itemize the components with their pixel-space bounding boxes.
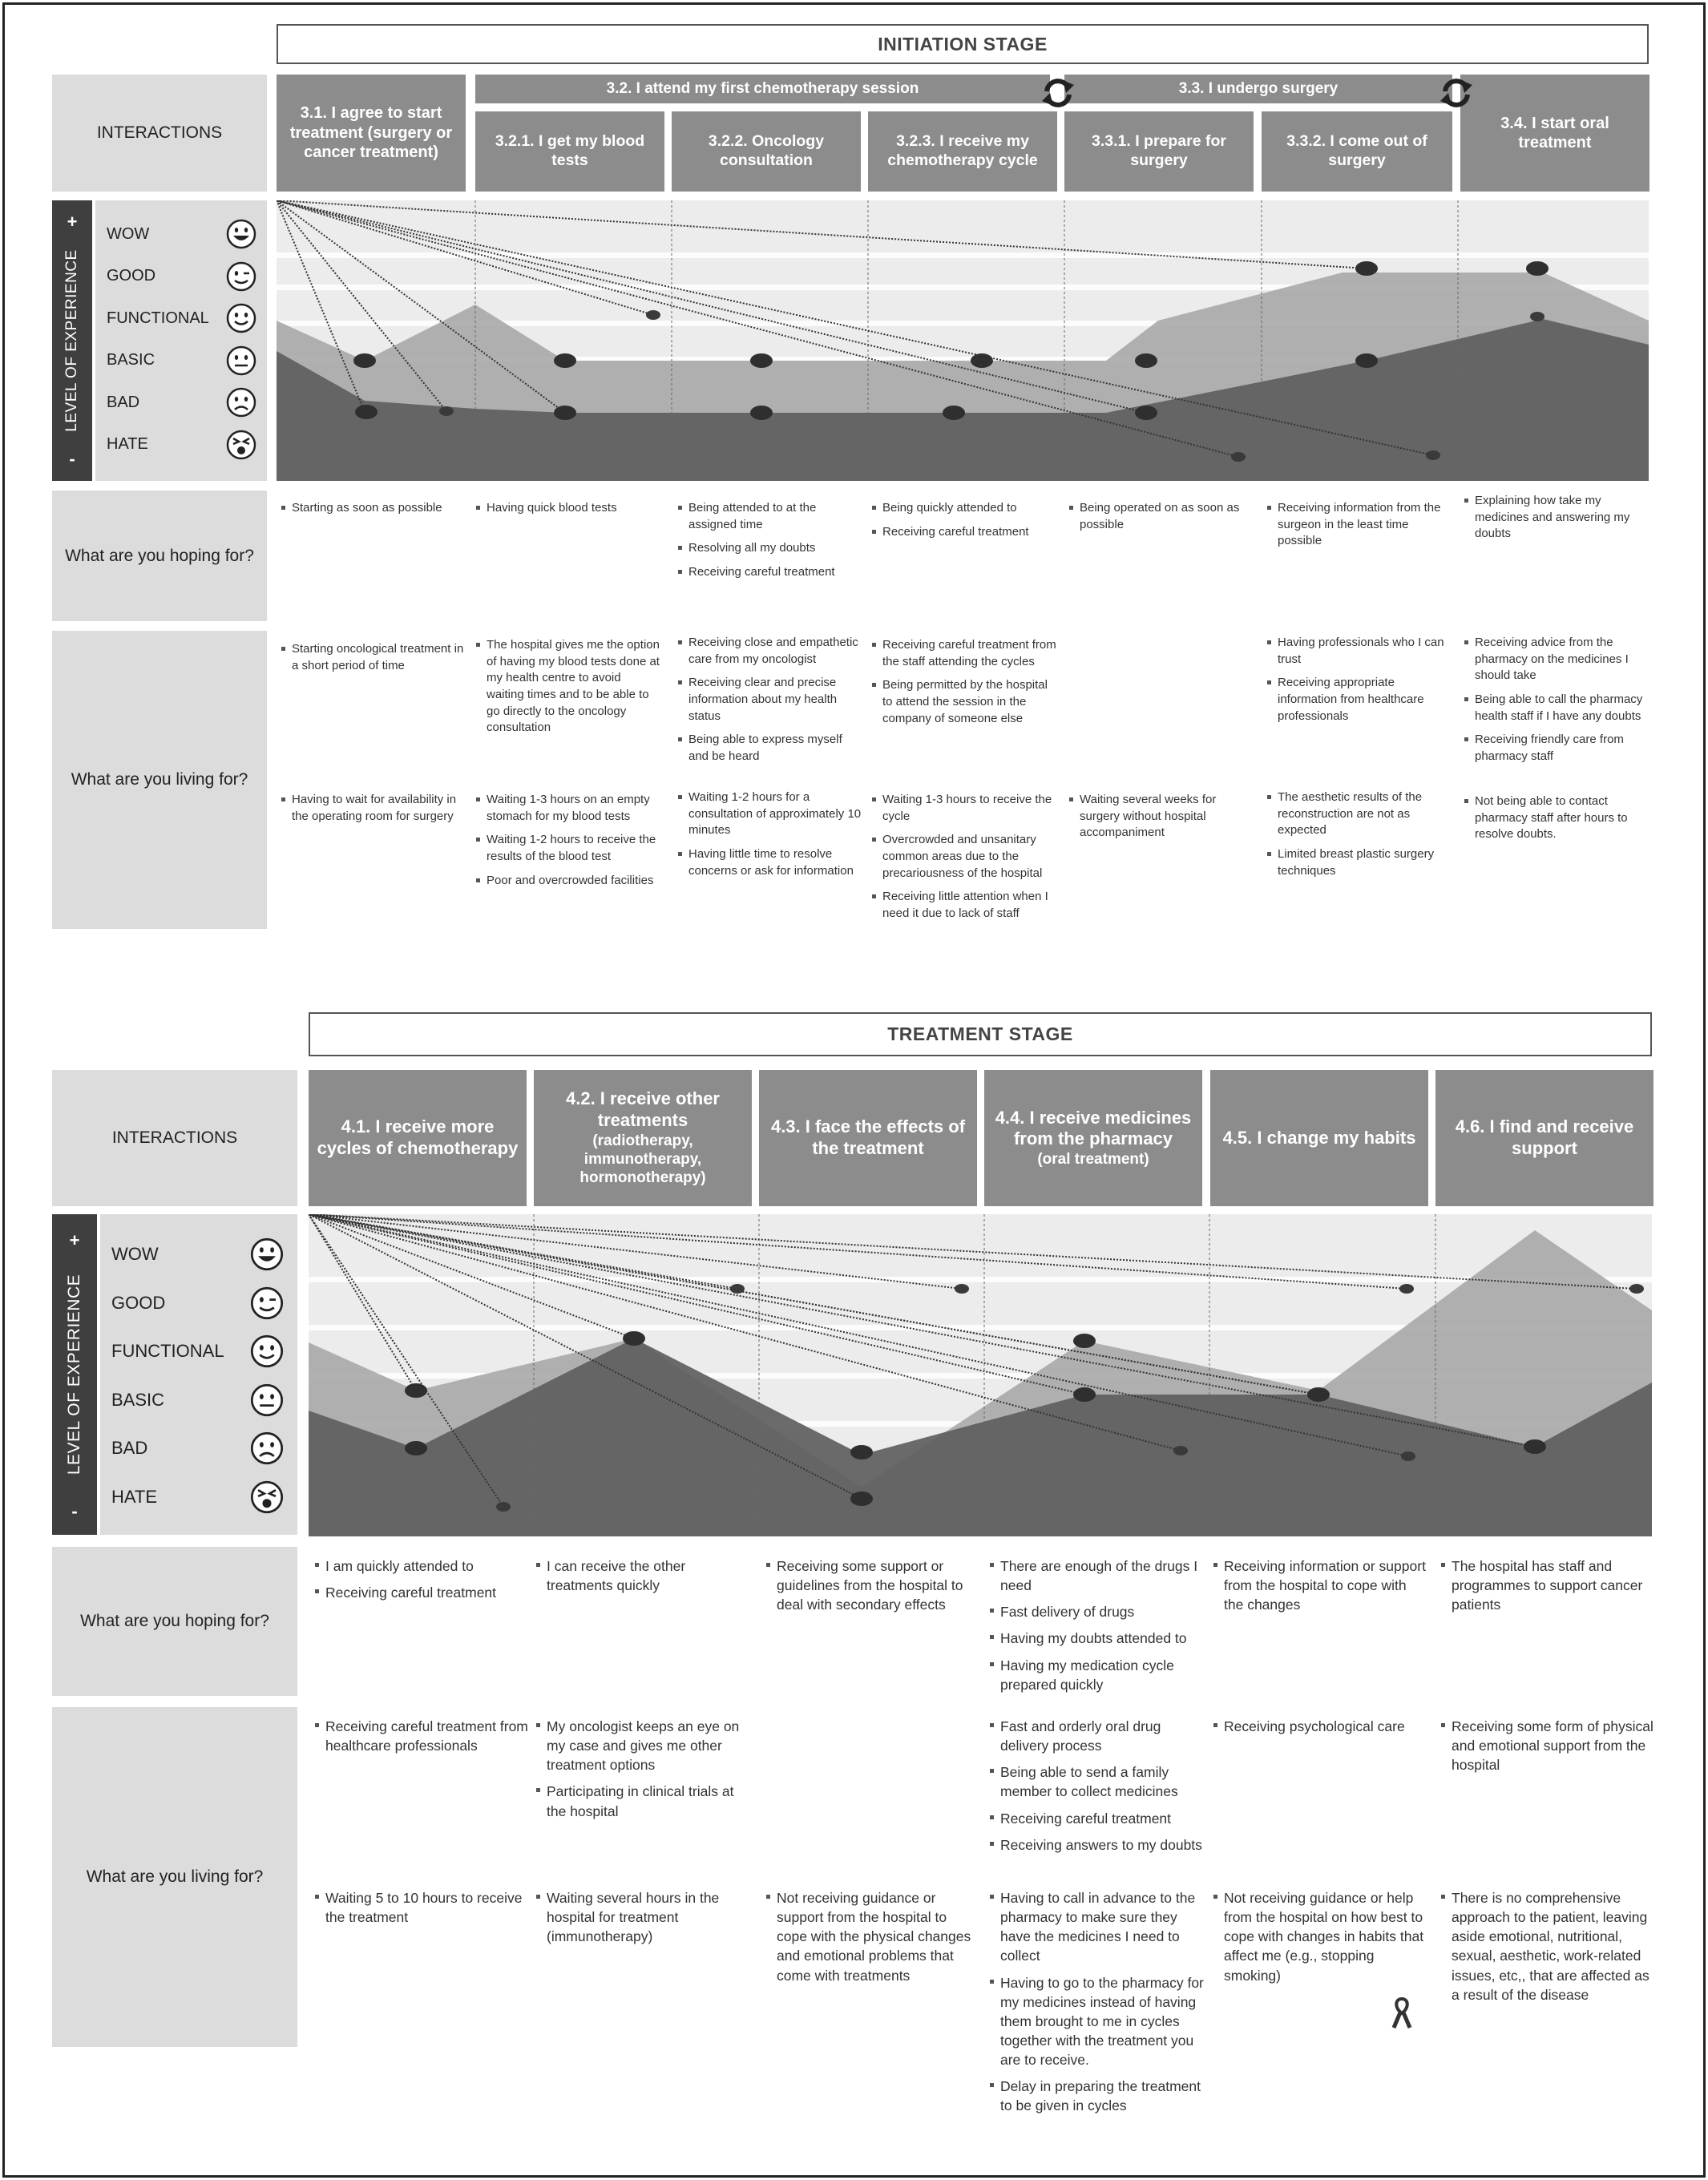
- hoping-item: Having quick blood tests: [475, 500, 661, 517]
- hoping-item: Having my medication cycle prepared quickly: [989, 1656, 1204, 1694]
- interaction-box: [534, 1070, 752, 1206]
- interaction-title: 4.4. I receive medicines from the pharmacy: [995, 1107, 1192, 1149]
- chart-point: [1355, 261, 1378, 276]
- interaction-box: [1210, 1070, 1428, 1206]
- level-row-functional: [100, 1327, 297, 1376]
- cancer-ribbon-icon: [1391, 1996, 1412, 2029]
- chart-point: [1073, 1387, 1096, 1402]
- chart-point-small: [1401, 1451, 1415, 1461]
- hoping-item: The hospital has staff and programmes to support cancer patients: [1440, 1556, 1655, 1614]
- dissatisfier-item: The aesthetic results of the reconstruction are not as expected: [1266, 789, 1451, 839]
- chart-point: [353, 353, 376, 368]
- hoping-column: [535, 1556, 750, 1602]
- hoping-item: Receiving careful treatment: [314, 1583, 529, 1602]
- satisfier-item: Having professionals who I can trust: [1266, 635, 1451, 668]
- satisfier-item: Being able to send a family member to collect medicines: [989, 1762, 1204, 1801]
- neutral-face-icon: [249, 1383, 285, 1418]
- interactions-row-label: INTERACTIONS: [52, 75, 267, 192]
- satisfier-item: Fast and orderly oral drug delivery process: [989, 1717, 1204, 1755]
- minus-sign: -: [69, 449, 75, 469]
- living-row-label: What are you living for?: [52, 631, 267, 929]
- hoping-row-label: What are you hoping for?: [52, 1547, 297, 1696]
- interaction-title: 4.2. I receive other treatments: [566, 1088, 720, 1131]
- satisfier-item: Receiving careful treatment from healthcare professionals: [314, 1717, 529, 1755]
- interaction-box: 3.4. I start oral treatment: [1460, 75, 1649, 192]
- level-row-good: [95, 256, 267, 298]
- chart-point: [1073, 1334, 1096, 1348]
- chart-point-small: [1426, 450, 1440, 460]
- interaction-box: [309, 1070, 527, 1206]
- interaction-title: 4.3. I face the effects of the treatment: [770, 1116, 966, 1158]
- hoping-column: [765, 1556, 980, 1621]
- satisfier-block: [989, 1709, 1204, 1862]
- chart-point: [971, 353, 993, 368]
- chart-point: [943, 406, 965, 420]
- chart-point: [850, 1445, 873, 1459]
- hoping-item: Resolving all my doubts: [677, 540, 863, 557]
- chart-point-small: [1173, 1446, 1188, 1455]
- level-name: HATE: [111, 1486, 158, 1507]
- dissatisfier-item: Waiting 1-2 hours to receive the results of the blood test: [475, 832, 661, 865]
- winking-face-icon: [249, 1286, 285, 1321]
- level-row-functional: [95, 297, 267, 340]
- dissatisfier-item: Waiting 5 to 10 hours to receive the treatment: [314, 1888, 529, 1927]
- satisfier-block: [535, 1709, 750, 1828]
- chemo-session-header-bar: 3.2. I attend my first chemotherapy session: [475, 75, 1050, 103]
- level-row-wow: [95, 213, 267, 256]
- chart-point-small: [1231, 452, 1246, 462]
- satisfier-block: [1266, 627, 1451, 732]
- satisfier-item: The hospital gives me the option of having my blood tests done at my health centre to avoid waiting times and to be able to go directly to the oncology consultation: [475, 637, 661, 737]
- interaction-box: 3.3.2. I come out of surgery: [1262, 111, 1452, 192]
- hoping-item: There are enough of the drugs I need: [989, 1556, 1204, 1595]
- hoping-item: Being quickly attended to: [871, 500, 1057, 517]
- satisfier-item: Receiving careful treatment from the staff attending the cycles: [871, 637, 1057, 670]
- level-of-experience-label: LEVEL OF EXPERIENCE: [63, 249, 80, 432]
- chart-point: [405, 1441, 427, 1455]
- chart-point-small: [1530, 312, 1544, 321]
- experience-chart-initiation: [277, 200, 1649, 481]
- hoping-column: [1213, 1556, 1427, 1621]
- dissatisfier-item: Poor and overcrowded facilities: [475, 873, 661, 890]
- level-row-wow: [100, 1230, 297, 1279]
- experience-chart-treatment: [309, 1214, 1652, 1536]
- hoping-column: [314, 1556, 529, 1609]
- interaction-subtitle: (oral treatment): [1037, 1151, 1149, 1169]
- satisfier-item: Receiving answers to my doubts: [989, 1835, 1204, 1855]
- dissatisfier-block: [677, 781, 863, 886]
- plus-sign: +: [67, 212, 78, 232]
- chart-point: [1307, 1387, 1330, 1402]
- hoping-item: Explaining how take my medicines and answering my doubts: [1464, 493, 1646, 543]
- dissatisfier-block: [1213, 1880, 1427, 1992]
- chart-point: [554, 406, 576, 420]
- level-name: HATE: [107, 435, 148, 454]
- satisfier-item: Starting oncological treatment in a short period of time: [281, 641, 465, 674]
- interactions-row-label: INTERACTIONS: [52, 1070, 297, 1206]
- hoping-column: [475, 500, 661, 524]
- satisfier-item: Being able to call the pharmacy health staff if I have any doubts: [1464, 692, 1646, 725]
- chart-point: [1524, 1439, 1546, 1454]
- hoping-column: [1266, 500, 1451, 557]
- level-name: WOW: [111, 1244, 159, 1265]
- hoping-item: Being operated on as soon as possible: [1068, 500, 1253, 533]
- satisfier-block: [1068, 629, 1253, 637]
- interaction-box: 3.2.2. Oncology consultation: [672, 111, 861, 192]
- dissatisfier-block: [765, 1880, 980, 1992]
- dissatisfier-item: Having little time to resolve concerns or ask for information: [677, 846, 863, 879]
- satisfier-item: Receiving close and empathetic care from my oncologist: [677, 635, 863, 668]
- hoping-item: Being attended to at the assigned time: [677, 500, 863, 533]
- hoping-item: Receiving information from the surgeon in the least time possible: [1266, 500, 1451, 550]
- satisfier-block: [475, 629, 661, 744]
- treatment-stage-title: TREATMENT STAGE: [309, 1012, 1652, 1056]
- level-row-hate: [95, 424, 267, 466]
- interaction-title: 4.1. I receive more cycles of chemotherapy: [317, 1116, 519, 1158]
- hoping-column: [677, 500, 863, 588]
- chart-point: [750, 353, 773, 368]
- dissatisfier-item: Overcrowded and unsanitary common areas due to the precariousness of the hospital: [871, 832, 1057, 882]
- smiling-face-icon: [249, 1334, 285, 1369]
- initiation-stage-title: INITIATION STAGE: [277, 24, 1649, 64]
- surgery-header-bar: 3.3. I undergo surgery: [1064, 75, 1452, 103]
- interaction-subtitle: (radiotherapy, immunotherapy, hormonotherapy): [579, 1132, 706, 1187]
- dissatisfier-item: Delay in preparing the treatment to be given in cycles: [989, 2077, 1204, 2115]
- satisfier-item: Being able to express myself and be heard: [677, 732, 863, 765]
- chart-point-small: [955, 1284, 969, 1294]
- interaction-box: 3.2.3. I receive my chemotherapy cycle: [868, 111, 1057, 192]
- satisfier-block: [1440, 1709, 1655, 1782]
- level-name: BAD: [111, 1438, 148, 1459]
- level-row-hate: [100, 1473, 297, 1522]
- hoping-item: Fast delivery of drugs: [989, 1602, 1204, 1621]
- chart-point-small: [1399, 1284, 1414, 1294]
- dissatisfier-block: [1440, 1880, 1655, 2012]
- chart-point: [750, 406, 773, 420]
- hoping-item: Receiving some support or guidelines from the hospital to deal with secondary effects: [765, 1556, 980, 1614]
- satisfier-block: [677, 627, 863, 773]
- chart-point: [623, 1331, 645, 1346]
- level-row-basic: [100, 1376, 297, 1425]
- hoping-item: Receiving careful treatment: [871, 524, 1057, 541]
- hoping-item: I am quickly attended to: [314, 1556, 529, 1576]
- cycle-arrows-icon: [1039, 74, 1077, 112]
- cycle-arrows-icon: [1437, 74, 1476, 112]
- satisfier-item: Being permitted by the hospital to attend the session in the company of someone else: [871, 677, 1057, 727]
- dissatisfier-block: [535, 1880, 750, 1953]
- hoping-column: [1068, 500, 1253, 540]
- angry-face-icon: [249, 1480, 285, 1515]
- interaction-box: [759, 1070, 977, 1206]
- dissatisfier-item: Receiving little attention when I need it due to lack of staff: [871, 889, 1057, 922]
- satisfier-item: Receiving friendly care from pharmacy staff: [1464, 732, 1646, 765]
- dissatisfier-item: Not being able to contact pharmacy staff after hours to resolve doubts.: [1464, 793, 1646, 843]
- satisfier-item: Participating in clinical trials at the hospital: [535, 1782, 750, 1820]
- dissatisfier-item: Having to call in advance to the pharmacy to make sure they have the medicines I need to collect: [989, 1888, 1204, 1966]
- level-row-good: [100, 1279, 297, 1328]
- level-name: BAD: [107, 393, 140, 411]
- dissatisfier-block: [989, 1880, 1204, 2123]
- level-of-experience-scale: [52, 1214, 297, 1535]
- hoping-item: I can receive the other treatments quickly: [535, 1556, 750, 1595]
- dissatisfier-item: Waiting 1-2 hours for a consultation of approximately 10 minutes: [677, 789, 863, 839]
- dissatisfier-block: [1068, 784, 1253, 849]
- dissatisfier-block: [281, 784, 465, 832]
- dissatisfier-block: [314, 1880, 529, 1934]
- hoping-column: [989, 1556, 1204, 1702]
- level-name: BASIC: [111, 1389, 165, 1410]
- chart-point-small: [439, 406, 454, 416]
- laughing-face-icon: [225, 218, 257, 250]
- hoping-item: Receiving careful treatment: [677, 564, 863, 581]
- dissatisfier-item: Waiting 1-3 hours on an empty stomach for my blood tests: [475, 792, 661, 825]
- chart-point-small: [730, 1284, 745, 1294]
- living-row-label: What are you living for?: [52, 1707, 297, 2047]
- satisfier-item: Receiving psychological care: [1213, 1717, 1427, 1736]
- hoping-column: [871, 500, 1057, 547]
- hoping-item: Having my doubts attended to: [989, 1629, 1204, 1648]
- dissatisfier-block: [1464, 785, 1646, 850]
- hoping-column: [281, 500, 465, 524]
- level-row-bad: [95, 382, 267, 424]
- dissatisfier-item: Having to wait for availability in the operating room for surgery: [281, 792, 465, 825]
- hoping-column: [1464, 493, 1646, 550]
- interaction-title: 4.5. I change my habits: [1222, 1127, 1416, 1148]
- satisfier-block: [281, 633, 465, 681]
- interaction-box: 3.3.1. I prepare for surgery: [1064, 111, 1254, 192]
- laughing-face-icon: [249, 1237, 285, 1272]
- dissatisfier-block: [871, 784, 1057, 930]
- dissatisfier-block: [475, 784, 661, 896]
- satisfier-block: [1464, 627, 1646, 773]
- smiling-face-icon: [225, 302, 257, 334]
- satisfier-item: My oncologist keeps an eye on my case and gives me other treatment options: [535, 1717, 750, 1774]
- satisfier-block: [765, 1709, 980, 1717]
- dissatisfier-item: There is no comprehensive approach to the patient, leaving aside emotional, nutritional, sexual, aesthetic, work-related issues, etc,, that are affected as a result of the disease: [1440, 1888, 1655, 2004]
- level-name: GOOD: [107, 267, 156, 285]
- level-of-experience-label: LEVEL OF EXPERIENCE: [65, 1274, 83, 1476]
- chart-point: [554, 353, 576, 368]
- satisfier-block: [1213, 1709, 1427, 1743]
- hoping-row-label: What are you hoping for?: [52, 490, 267, 621]
- level-name: FUNCTIONAL: [111, 1341, 224, 1362]
- dissatisfier-item: Waiting 1-3 hours to receive the cycle: [871, 792, 1057, 825]
- satisfier-item: Receiving careful treatment: [989, 1809, 1204, 1828]
- hoping-item: Starting as soon as possible: [281, 500, 465, 517]
- dissatisfier-item: Having to go to the pharmacy for my medicines instead of having them brought to me in cycles together with the treatment you are to receive.: [989, 1973, 1204, 2070]
- chart-point: [850, 1492, 873, 1506]
- sad-face-icon: [225, 386, 257, 418]
- chart-point: [1355, 353, 1378, 368]
- dissatisfier-block: [1266, 781, 1451, 886]
- satisfier-block: [871, 629, 1057, 734]
- chart-point: [1526, 261, 1549, 276]
- angry-face-icon: [225, 429, 257, 461]
- level-row-bad: [100, 1424, 297, 1473]
- dissatisfier-item: Not receiving guidance or help from the hospital on how best to cope with changes in habits that affect me (e.g., stopping smoking): [1213, 1888, 1427, 1985]
- level-name: BASIC: [107, 351, 155, 369]
- minus-sign: -: [71, 1501, 78, 1521]
- level-name: WOW: [107, 224, 150, 243]
- interaction-box: 3.2.1. I get my blood tests: [475, 111, 664, 192]
- satisfier-item: Receiving appropriate information from healthcare professionals: [1266, 675, 1451, 725]
- satisfier-item: Receiving clear and precise information about my health status: [677, 675, 863, 725]
- hoping-column: [1440, 1556, 1655, 1621]
- chart-point-small: [646, 310, 660, 320]
- level-name: FUNCTIONAL: [107, 309, 209, 327]
- dissatisfier-item: Waiting several hours in the hospital for treatment (immunotherapy): [535, 1888, 750, 1946]
- level-of-experience-scale: [52, 200, 267, 481]
- satisfier-block: [314, 1709, 529, 1762]
- chart-point: [1135, 353, 1157, 368]
- dissatisfier-item: Limited breast plastic surgery techniques: [1266, 846, 1451, 879]
- satisfier-item: Receiving some form of physical and emotional support from the hospital: [1440, 1717, 1655, 1774]
- chart-point: [355, 405, 378, 419]
- dissatisfier-item: Not receiving guidance or support from the hospital to cope with the physical changes and emotional problems that come with treatments: [765, 1888, 980, 1985]
- level-row-basic: [95, 340, 267, 382]
- dissatisfier-item: Waiting several weeks for surgery without hospital accompaniment: [1068, 792, 1253, 842]
- level-name: GOOD: [111, 1292, 166, 1313]
- satisfier-item: Receiving advice from the pharmacy on the medicines I should take: [1464, 635, 1646, 684]
- neutral-face-icon: [225, 345, 257, 377]
- hoping-item: Receiving information or support from the hospital to cope with the changes: [1213, 1556, 1427, 1614]
- chart-point: [405, 1383, 427, 1398]
- interaction-title: 4.6. I find and receive support: [1455, 1116, 1634, 1158]
- sad-face-icon: [249, 1431, 285, 1466]
- chart-point: [1135, 406, 1157, 420]
- chart-point-small: [1629, 1284, 1644, 1294]
- winking-face-icon: [225, 260, 257, 293]
- plus-sign: +: [69, 1230, 80, 1250]
- interaction-box: [984, 1070, 1202, 1206]
- interaction-box: [1435, 1070, 1653, 1206]
- chart-point-small: [496, 1502, 511, 1512]
- interaction-box: 3.1. I agree to start treatment (surgery or cancer treatment): [277, 75, 466, 192]
